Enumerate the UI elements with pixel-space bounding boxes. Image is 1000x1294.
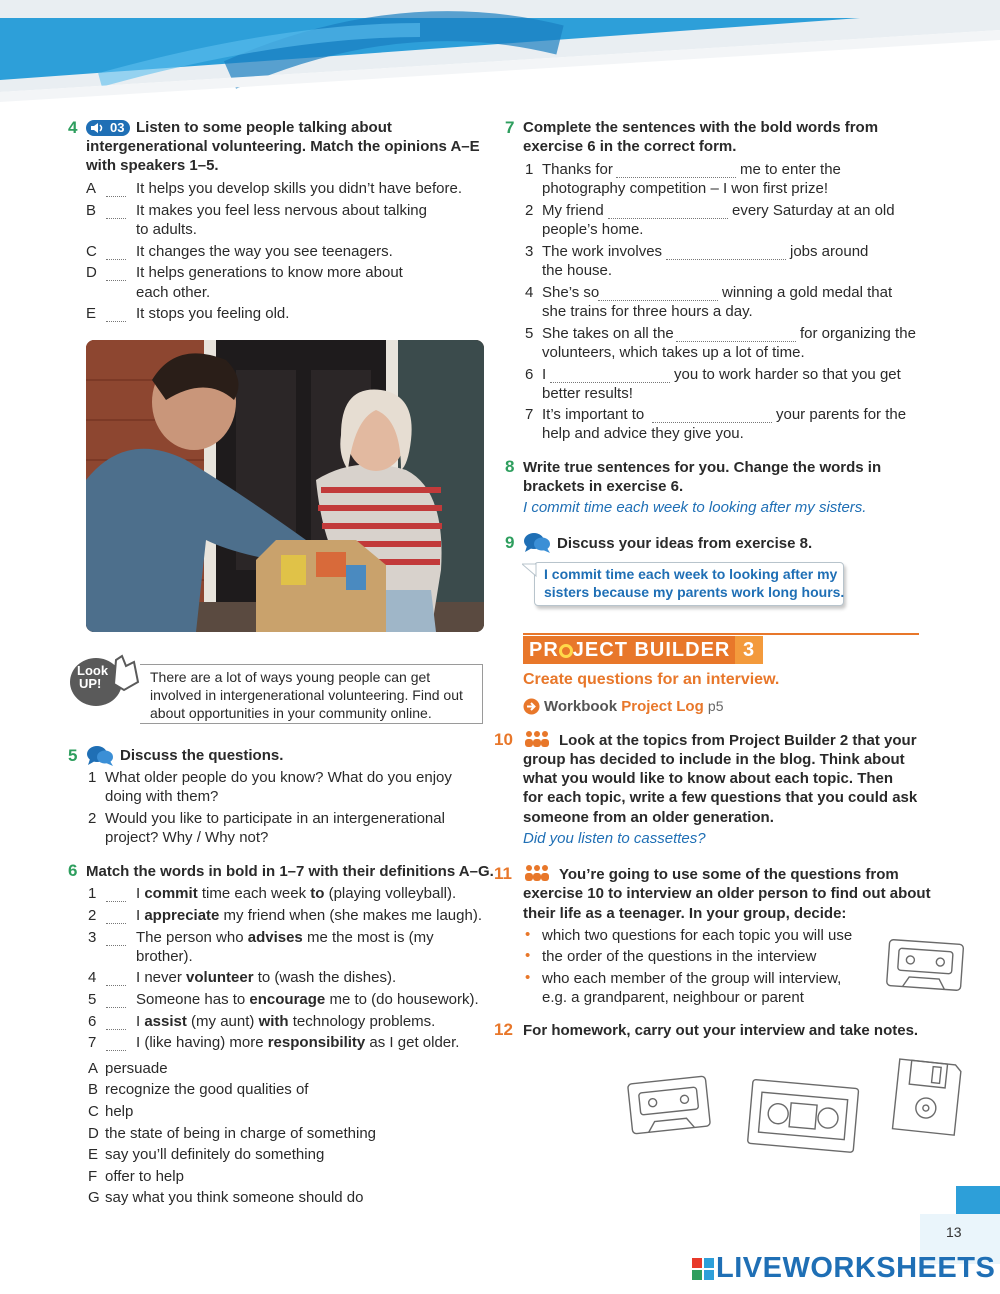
- sentence-text: I commit time each week to (playing volleyball).: [136, 885, 457, 902]
- item-number: 4: [525, 284, 534, 301]
- exercise-number: 8: [505, 457, 515, 476]
- answer-gap[interactable]: [106, 995, 126, 1008]
- def-letter: F: [88, 1168, 98, 1185]
- answer-gap[interactable]: [106, 1038, 126, 1051]
- item-number: 2: [525, 202, 534, 219]
- def-letter: A: [88, 1060, 99, 1077]
- header-banner: [0, 0, 1000, 110]
- item-number: 2: [88, 907, 97, 924]
- question-text: Would you like to participate in an intergenerational: [105, 810, 445, 827]
- item-number: 2: [88, 810, 97, 827]
- instruction: brackets in exercise 6.: [523, 478, 684, 495]
- exercise-number: 7: [505, 118, 515, 137]
- look-up-label: Look: [77, 663, 109, 678]
- bubble-text: I commit time each week to looking after my: [544, 566, 838, 582]
- sentence-text: She’s so: [542, 284, 600, 301]
- answer-gap[interactable]: [106, 911, 126, 924]
- instruction: their life as a teenager. In your group, decide:: [523, 905, 847, 922]
- instruction: Discuss the questions.: [120, 747, 284, 764]
- divider: [523, 633, 919, 635]
- opinion-text: It stops you feeling old.: [136, 305, 290, 322]
- def-text: persuade: [105, 1060, 168, 1077]
- def-letter: C: [88, 1103, 99, 1120]
- def-letter: D: [88, 1125, 99, 1142]
- exercise-number: 11: [494, 864, 512, 883]
- item-letter: E: [86, 305, 97, 322]
- sentence-text: better results!: [542, 385, 633, 402]
- sentence-text: volunteers, which takes up a lot of time.: [542, 344, 805, 361]
- def-text: offer to help: [105, 1168, 184, 1185]
- group-icon: [523, 864, 551, 882]
- sentence-text: you to work harder so that you get: [674, 366, 901, 383]
- answer-gap[interactable]: [106, 973, 126, 986]
- answer-gap[interactable]: [106, 309, 126, 322]
- sentence-text: brother).: [136, 948, 193, 965]
- speech-bubble-tail: [522, 562, 538, 578]
- sentence-text: me to enter the: [740, 161, 841, 178]
- question-text: project? Why / Why not?: [105, 829, 269, 846]
- speech-bubbles-icon: [523, 531, 551, 553]
- instruction: For homework, carry out your interview and take notes.: [523, 1022, 919, 1039]
- sentence-text: The person who advises me the most is (my: [136, 929, 434, 946]
- item-letter: C: [86, 243, 97, 260]
- exercise-number: 6: [68, 861, 78, 880]
- answer-gap[interactable]: [598, 288, 718, 301]
- exercise-number: 9: [505, 533, 515, 552]
- project-title: PR JECT BUILDER: [529, 639, 731, 661]
- floppy-disk-sketch: [888, 1056, 964, 1138]
- def-letter: B: [88, 1081, 99, 1098]
- sentence-text: for organizing the: [800, 325, 916, 342]
- brand-name: LIVEWORKSHEETS: [716, 1252, 996, 1284]
- opinion-text: each other.: [136, 284, 211, 301]
- instruction: Discuss your ideas from exercise 8.: [557, 535, 813, 552]
- bubble-text: sisters because my parents work long hours.: [544, 584, 845, 600]
- item-number: 3: [88, 929, 97, 946]
- group-icon: [523, 730, 551, 748]
- sentence-text: Someone has to encourage me to (do housework).: [136, 991, 479, 1008]
- answer-gap[interactable]: [106, 889, 126, 902]
- sentence-text: She takes on all the: [542, 325, 674, 342]
- instruction: Match the words in bold in 1–7 with their definitions A–G.: [86, 863, 494, 880]
- def-text: help: [105, 1103, 134, 1120]
- sentence-text: she trains for three hours a day.: [542, 303, 753, 320]
- bullet-text: which two questions for each topic you will use: [542, 927, 853, 944]
- item-number: 1: [88, 769, 97, 786]
- answer-gap[interactable]: [676, 329, 796, 342]
- sentence-text: I assist (my aunt) with technology problems.: [136, 1013, 436, 1030]
- bullet-text: the order of the questions in the interview: [542, 948, 817, 965]
- instruction: You’re going to use some of the questions from: [559, 866, 899, 883]
- sentence-text: Thanks for: [542, 161, 613, 178]
- opinion-text: It changes the way you see teenagers.: [136, 243, 393, 260]
- look-up-label: UP!: [79, 676, 102, 691]
- sentence-text: My friend: [542, 202, 604, 219]
- answer-gap[interactable]: [106, 247, 126, 260]
- model-question: Did you listen to cassettes?: [523, 830, 706, 847]
- project-subtitle: Create questions for an interview.: [523, 671, 780, 688]
- instruction: exercise 10 to interview an older person to find out about: [523, 885, 931, 902]
- cassette-sketch: [884, 938, 966, 994]
- exercise-number: 5: [68, 746, 78, 765]
- sentence-text: I never volunteer to (wash the dishes).: [136, 969, 397, 986]
- sentence-text: photography competition – I won first prize!: [542, 180, 828, 197]
- answer-gap[interactable]: [616, 165, 736, 178]
- page-number: 13: [946, 1224, 962, 1240]
- opinion-text: It helps generations to know more about: [136, 264, 403, 281]
- bullet: •: [525, 926, 531, 943]
- item-number: 1: [525, 161, 534, 178]
- answer-gap[interactable]: [106, 268, 126, 281]
- item-letter: A: [86, 180, 97, 197]
- sentence-text: It’s important to: [542, 406, 645, 423]
- exercise-number: 10: [494, 730, 513, 749]
- instruction: intergenerational volunteering. Match the opinions A–E: [86, 138, 480, 155]
- def-letter: G: [88, 1189, 100, 1206]
- answer-gap[interactable]: [106, 1017, 126, 1030]
- item-number: 7: [88, 1034, 97, 1051]
- instruction: group has decided to include in the blog. Think about: [523, 751, 905, 768]
- model-sentence: I commit time each week to looking after my sisters.: [523, 499, 867, 516]
- instruction: someone from an older generation.: [523, 809, 774, 826]
- item-number: 5: [525, 325, 534, 342]
- look-up-text: about opportunities in your community online.: [150, 705, 432, 721]
- instruction: what you would like to know about each topic. Then: [523, 770, 894, 787]
- instruction: Look at the topics from Project Builder 2 that your: [559, 732, 917, 749]
- item-number: 7: [525, 406, 534, 423]
- audio-track: 03: [110, 120, 125, 135]
- look-up-text: There are a lot of ways young people can get: [150, 669, 431, 685]
- sentence-text: The work involves: [542, 243, 663, 260]
- workbook-link[interactable]: Workbook Project Log p5: [544, 698, 724, 715]
- volunteer-photo: [86, 340, 484, 632]
- item-number: 6: [525, 366, 534, 383]
- bullet: •: [525, 947, 531, 964]
- opinion-text: to adults.: [136, 221, 197, 238]
- sentence-text: the house.: [542, 262, 613, 279]
- look-up-text: involved in intergenerational volunteering. Find out: [150, 687, 463, 703]
- item-number: 1: [88, 885, 97, 902]
- sentence-text: help and advice they give you.: [542, 425, 744, 442]
- item-number: 3: [525, 243, 534, 260]
- answer-gap[interactable]: [106, 933, 126, 946]
- opinion-text: It helps you develop skills you didn’t have before.: [136, 180, 463, 197]
- instruction: exercise 6 in the correct form.: [523, 138, 737, 155]
- arrow-circle-icon: [523, 698, 540, 715]
- sentence-text: every Saturday at an old: [732, 202, 895, 219]
- bullet: •: [525, 969, 531, 986]
- answer-gap[interactable]: [652, 410, 772, 423]
- vhs-tape-sketch: [744, 1074, 864, 1160]
- answer-gap[interactable]: [106, 206, 126, 219]
- answer-gap[interactable]: [608, 206, 728, 219]
- page-tab: [956, 1186, 1000, 1214]
- sentence-text: winning a gold medal that: [722, 284, 893, 301]
- exercise-number: 4: [68, 118, 78, 137]
- instruction: for each topic, write a few questions that you could ask: [523, 789, 918, 806]
- speech-bubbles-icon: [86, 744, 114, 766]
- exercise-number: 12: [494, 1020, 513, 1039]
- instruction: with speakers 1–5.: [86, 157, 219, 174]
- question-text: doing with them?: [105, 788, 219, 805]
- cassette-sketch: [626, 1074, 712, 1136]
- item-letter: B: [86, 202, 97, 219]
- question-text: What older people do you know? What do you enjoy: [105, 769, 452, 786]
- opinion-text: It makes you feel less nervous about talking: [136, 202, 427, 219]
- sentence-text: people’s home.: [542, 221, 644, 238]
- def-text: the state of being in charge of something: [105, 1125, 377, 1142]
- instruction: Write true sentences for you. Change the words in: [523, 459, 882, 476]
- instruction: Complete the sentences with the bold words from: [523, 119, 879, 136]
- instruction: Listen to some people talking about: [136, 119, 392, 136]
- item-letter: D: [86, 264, 97, 281]
- def-text: say you’ll definitely do something: [105, 1146, 325, 1163]
- def-text: say what you think someone should do: [105, 1189, 364, 1206]
- sentence-text: I (like having) more responsibility as I get older.: [136, 1034, 460, 1051]
- sentence-text: I: [542, 366, 547, 383]
- sentence-text: your parents for the: [776, 406, 907, 423]
- item-number: 4: [88, 969, 97, 986]
- answer-gap[interactable]: [666, 247, 786, 260]
- item-number: 6: [88, 1013, 97, 1030]
- def-letter: E: [88, 1146, 99, 1163]
- def-text: recognize the good qualities of: [105, 1081, 309, 1098]
- sentence-text: I appreciate my friend when (she makes me laugh).: [136, 907, 483, 924]
- item-number: 5: [88, 991, 97, 1008]
- bullet-text: e.g. a grandparent, neighbour or parent: [542, 989, 804, 1006]
- project-number: 3: [743, 639, 755, 661]
- bullet-text: who each member of the group will interview,: [542, 970, 842, 987]
- sentence-text: jobs around: [790, 243, 869, 260]
- answer-gap[interactable]: [550, 370, 670, 383]
- answer-gap[interactable]: [106, 184, 126, 197]
- brand-mark: [692, 1258, 714, 1280]
